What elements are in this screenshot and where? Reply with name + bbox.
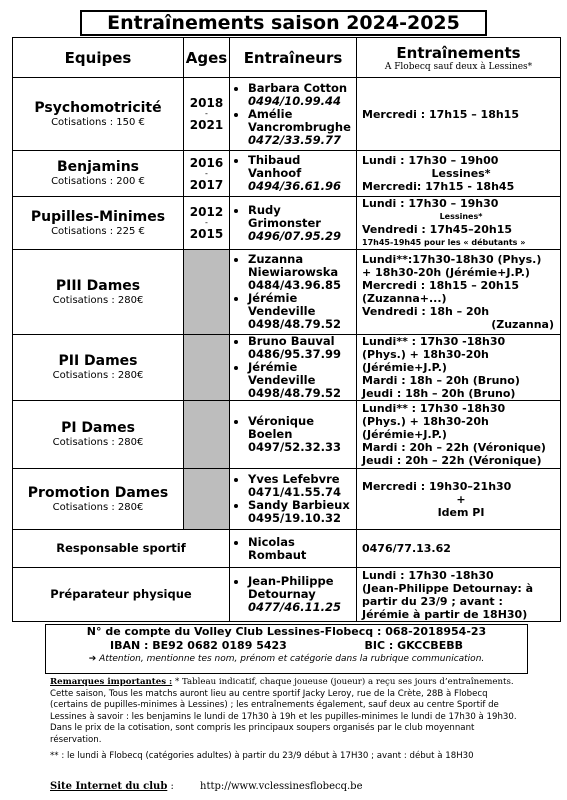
schedule-line: 17h45-19h45 pour les « débutants » [362,238,526,247]
age-to: 2017 [189,177,224,192]
schedule-cell [357,335,561,401]
training-table [12,37,561,622]
coach-list [230,575,356,614]
coach-list [230,536,356,562]
coach-name: Jean-Philippe Detournay [248,574,334,601]
schedule-cell [357,401,561,469]
age-cell [184,197,230,250]
team-cell [13,530,230,568]
coach-phone: 0498/48.79.52 [248,317,341,331]
age-from: 2018 [189,96,224,110]
coach-item [248,473,356,499]
team-cell [13,401,184,469]
notes-section [50,677,520,763]
coach-item [248,292,356,331]
website-line [50,781,530,792]
schedule-line: Lundi : 17h30 -18h30 [362,568,494,582]
notes-intro: * Tableau indicatif, chaque joueuse (joueur) a reçu ses jours d’entraînements. [172,677,514,687]
schedule-line: + [456,492,466,506]
age-cell-empty [184,335,230,401]
age-to: 2015 [189,227,224,241]
coach-list [230,473,356,525]
schedule-line: Mardi : 20h – 22h (Véronique) [362,441,546,454]
bank-iban: IBAN : BE92 0682 0189 5423 [110,639,287,652]
coach-phone: 0497/52.32.33 [248,440,341,454]
schedule-line: Mercredi: 17h15 - 18h45 [362,180,515,193]
team-name: PI Dames [61,420,135,436]
age-dash: - [205,109,208,118]
notes-body: Cette saison, Tous les matchs auront lieu au centre sportif Jacky Leroy, rue de la Crète, 28B à Flobecq (certains de pupilles-minimes à Lessines) ; les entraînements également, sauf deux au centre Sportif de Lessines à savoir : les benjamins le lundi de 17h30 à 19h et les pupilles-minimes le lundi de 17h30 à 19h30. Dans le prix de la cotisation, sont compris les principaux soupers organisés par le club moyennant réservation. [50,688,517,745]
age-cell-empty [184,469,230,530]
table-row [13,568,561,622]
team-name: Promotion Dames [27,484,169,501]
coach-item [248,575,356,614]
table-row [13,151,561,197]
team-name: PII Dames [58,353,138,369]
age-cell-empty [184,401,230,469]
team-cell [13,151,184,197]
team-cell [13,469,184,530]
coach-name: Barbara Cotton [248,80,348,95]
schedule-line: Lundi** : 17h30 -18h30 [362,335,506,348]
schedule-cell [357,197,561,250]
team-name: Responsable sportif [56,541,186,555]
schedule-line: Mardi : 18h – 20h (Bruno) [362,374,520,387]
coach-cell [230,335,357,401]
coach-list [230,253,356,331]
team-cell [13,568,230,622]
coach-item [248,361,356,400]
coach-item [248,204,356,243]
coach-list [230,82,356,147]
coach-item [248,415,356,454]
schedule-line: (Zuzanna+...) [362,292,447,305]
website-label: Site Internet du club [50,781,168,792]
notes-footnote: ** : le lundi à Flobecq (catégories adultes) à partir du 23/9 début à 17H30 ; avant : début à 18H30 [50,751,474,761]
schedule-line: (Zuzanna) [491,318,554,331]
schedule-line: Jeudi : 18h – 20h (Bruno) [362,387,516,400]
coach-name: Sandy Barbieux [248,498,350,512]
table-row [13,469,561,530]
coach-item [248,108,356,147]
age-cell [184,78,230,151]
header-coaches: Entraîneurs [230,38,357,78]
coach-phone: 0494/36.61.96 [248,179,341,193]
schedule-line: Mercredi : 17h15 – 18h15 [362,107,519,121]
team-name: Benjamins [56,159,140,175]
schedule-line: (Jérémie+J.P.) [362,361,447,374]
coach-item [248,253,356,292]
coach-name: Nicolas Rombaut [248,534,307,562]
coach-name: Véronique Boelen [248,414,314,441]
arrow-right-icon: ➔ [88,654,97,664]
schedule-line: Idem PI [437,505,485,519]
table-row [13,78,561,151]
header-trainings-note: A Flobecq sauf deux à Lessines* [384,61,533,72]
age-cell-empty [184,250,230,335]
coach-item [248,536,356,562]
team-fee: Cotisations : 150 € [51,116,145,128]
bank-account: N° de compte du Volley Club Lessines-Flobecq : 068-2018954-23 [86,625,487,638]
page-title: Entraînements saison 2024-2025 [80,10,487,36]
schedule-line: Lundi**:17h30-18h30 (Phys.) [362,253,542,266]
table-row [13,335,561,401]
schedule-line: (Phys.) + 18h30-20h [362,415,489,428]
bank-info-box [45,624,528,674]
coach-cell [230,568,357,622]
schedule-line: Vendredi : 17h45–20h15 [362,223,513,236]
header-trainings [357,38,561,78]
schedule-line: Lundi : 17h30 – 19h00 [362,154,499,167]
schedule-line: Lundi : 17h30 – 19h30 [362,197,499,210]
coach-list [230,154,356,193]
coach-name: Bruno Bauval [248,334,335,348]
website-sep: : [167,781,174,792]
team-cell [13,78,184,151]
notes-label: Remarques importantes : [50,677,173,687]
schedule-line: Lundi** : 17h30 -18h30 [362,402,506,415]
schedule-line: Lessines* [439,212,483,221]
team-fee: Cotisations : 225 € [51,225,145,237]
coach-cell [230,401,357,469]
coach-item [248,82,356,108]
coach-cell [230,250,357,335]
coach-list [230,204,356,243]
team-fee: Cotisations : 280€ [52,294,144,306]
table-row [13,197,561,250]
schedule-cell [357,530,561,568]
header-teams: Equipes [13,38,184,78]
coach-name: Amélie Vancrombrughe [248,106,351,134]
schedule-cell [357,78,561,151]
header-trainings-label: Entraînements [396,43,521,62]
coach-name: Zuzanna Niewiarowska [248,252,339,279]
bank-bic: BIC : GKCCBEBB [364,639,463,652]
age-to: 2021 [189,118,224,132]
coach-phone: 0495/19.10.32 [248,511,341,525]
schedule-line: Vendredi : 18h – 20h [362,305,490,318]
schedule-line: Mercredi : 19h30–21h30 [362,479,512,493]
schedule-line: 0476/77.13.62 [362,542,451,555]
age-from: 2012 [189,205,224,219]
team-cell [13,250,184,335]
age-cell [184,151,230,197]
header-ages: Ages [184,38,230,78]
table-header-row [13,38,561,78]
coach-cell [230,197,357,250]
coach-phone: 0498/48.79.52 [248,386,341,400]
notes-paragraph [50,677,520,746]
schedule-cell [357,469,561,530]
coach-phone: 0496/07.95.29 [248,228,341,243]
coach-name: Jérémie Vendeville [248,291,316,318]
team-name: PIII Dames [55,277,141,294]
schedule-line: (Phys.) + 18h30-20h [362,348,489,361]
coach-phone: 0494/10.99.44 [248,93,341,108]
team-fee: Cotisations : 280€ [52,437,144,448]
team-fee: Cotisations : 280€ [52,370,144,381]
table-row [13,530,561,568]
table-row [13,250,561,335]
age-dash: - [205,218,208,227]
coach-name: Jérémie Vendeville [248,360,316,387]
bank-codes [46,639,527,653]
schedule-line: Jeudi : 20h – 22h (Véronique) [362,454,542,467]
coach-item [248,335,356,361]
coach-cell [230,530,357,568]
schedule-cell [357,568,561,622]
schedule-line: (Jérémie+J.P.) [362,428,447,441]
coach-item [248,154,356,193]
schedule-line: Lessines* [431,167,491,180]
schedule-line: Jérémie à partir de 18H30) [362,607,528,621]
coach-cell [230,151,357,197]
coach-phone: 0472/33.59.77 [248,132,341,147]
coach-phone: 0486/95.37.99 [248,347,341,361]
coach-list [230,415,356,454]
team-name: Psychomotricité [34,99,162,116]
age-from: 2016 [189,155,224,170]
coach-name: Thibaud Vanhoof [248,153,302,180]
team-fee: Cotisations : 200 € [51,176,145,187]
age-dash: - [205,168,208,178]
coach-name: Yves Lefebvre [248,472,340,486]
table-row [13,401,561,469]
team-name: Pupilles-Minimes [30,208,166,225]
coach-cell [230,78,357,151]
coach-phone: 0471/41.55.74 [248,485,341,499]
coach-name: Rudy Grimonster [248,202,321,230]
schedule-cell [357,250,561,335]
bank-note: Attention, mentionne tes nom, prénom et catégorie dans la rubrique communication. [99,654,485,664]
schedule-line: (Jean-Philippe Detournay: à [362,581,534,595]
bank-note-line [46,653,527,666]
team-fee: Cotisations : 280€ [52,501,144,513]
team-name: Préparateur physique [50,587,192,601]
schedule-line: Mercredi : 18h15 – 20h15 [362,279,519,292]
schedule-line: + 18h30-20h (Jérémie+J.P.) [362,266,530,279]
schedule-line: partir du 23/9 ; avant : [362,594,503,608]
coach-phone: 0477/46.11.25 [248,600,341,614]
team-cell [13,335,184,401]
coach-list [230,335,356,400]
coach-phone: 0484/43.96.85 [248,278,341,292]
website-link[interactable]: http://www.vclessinesflobecq.be [200,781,363,792]
coach-item [248,499,356,525]
schedule-cell [357,151,561,197]
team-cell [13,197,184,250]
coach-cell [230,469,357,530]
